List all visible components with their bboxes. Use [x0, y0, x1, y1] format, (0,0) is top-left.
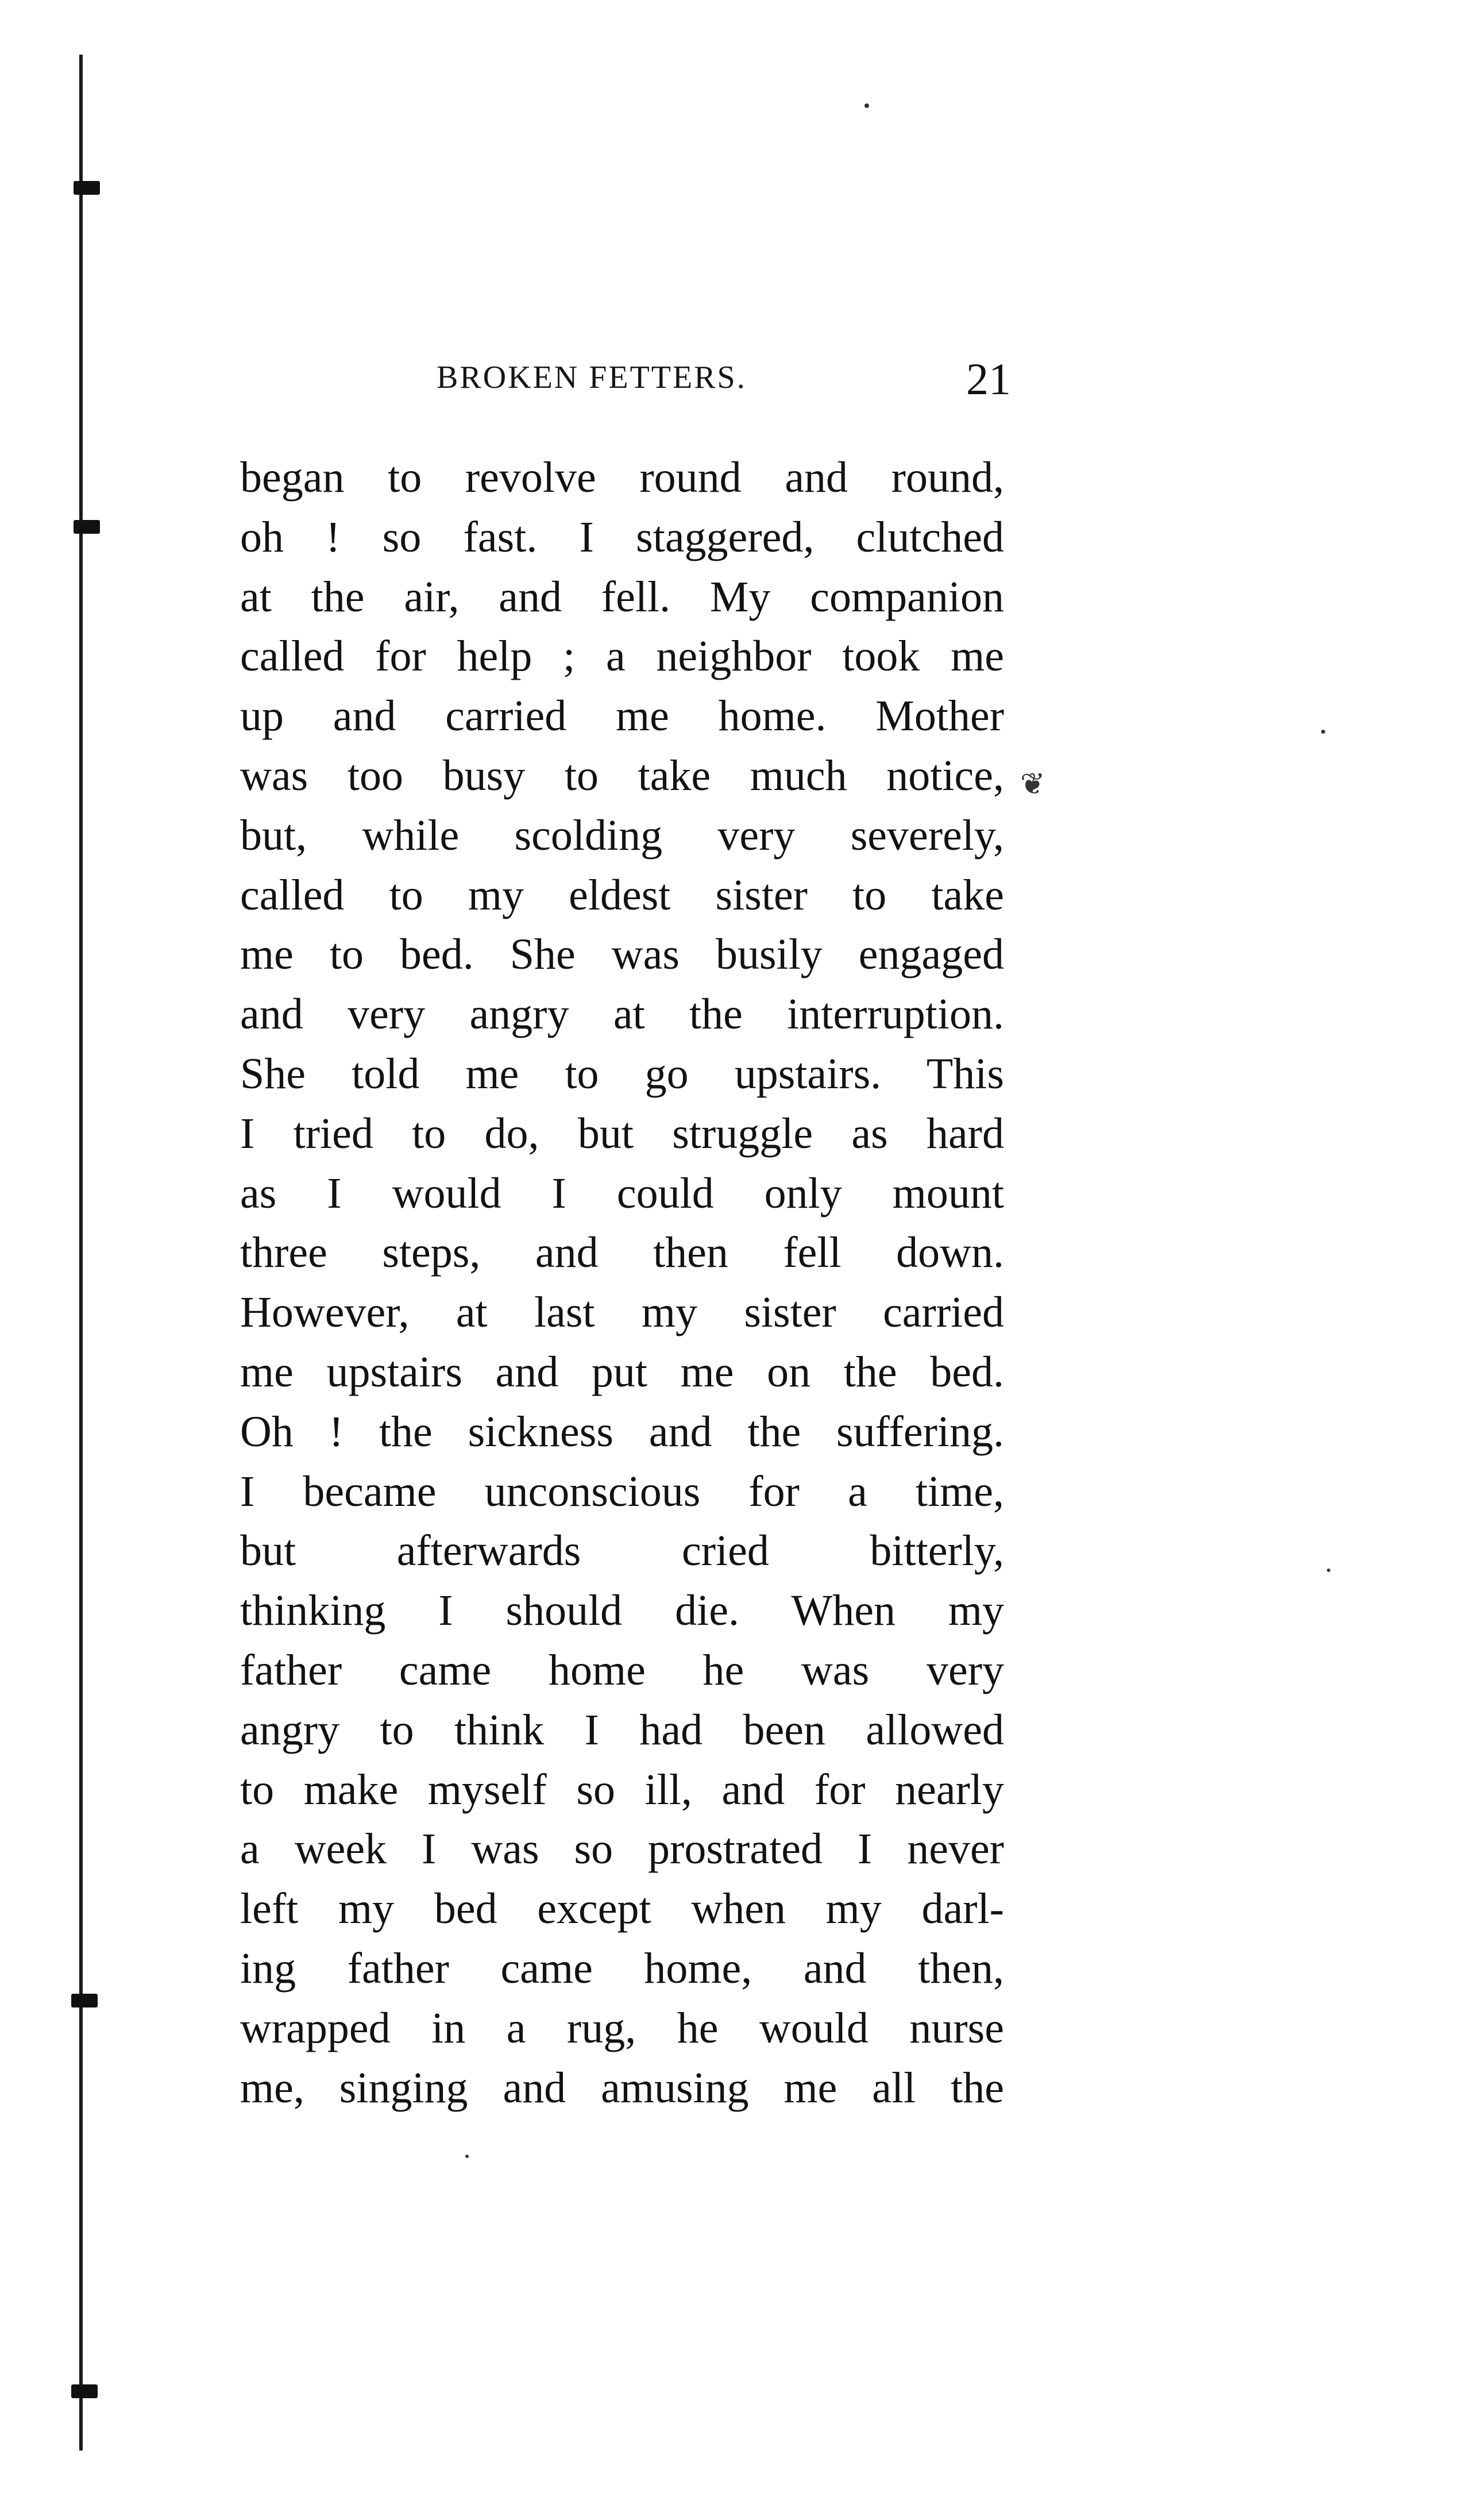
- text-line: as I would I could only mount: [240, 1169, 1004, 1217]
- body-text: [240, 448, 1004, 2118]
- text-line: called for help ; a neighbor took me: [240, 632, 1004, 681]
- text-line: me, singing and amusing me all the: [240, 2063, 1004, 2112]
- text-line: oh ! so fast. I staggered, clutched: [240, 513, 1004, 561]
- binding-mark: [74, 520, 100, 534]
- text-line: left my bed except when my darl-: [240, 1885, 1004, 1933]
- ink-blot-ornament: ❦: [1020, 767, 1045, 802]
- text-line: wrapped in a rug, he would nurse: [240, 2003, 1004, 2052]
- text-line: angry to think I had been allowed: [240, 1705, 1004, 1754]
- scan-speck: [465, 2155, 469, 2158]
- scan-speck: [864, 103, 869, 108]
- text-line: thinking I should die. When my: [240, 1586, 1004, 1635]
- text-line: at the air, and fell. My companion: [240, 572, 1004, 621]
- page-number: 21: [966, 354, 1011, 404]
- text-line: up and carried me home. Mother: [240, 692, 1004, 741]
- text-line: I became unconscious for a time,: [240, 1467, 1004, 1516]
- scan-speck: [1321, 730, 1325, 734]
- text-line: me to bed. She was busily engaged: [240, 930, 1004, 979]
- text-line: to make myself so ill, and for nearly: [240, 1765, 1004, 1814]
- text-line: me upstairs and put me on the bed.: [240, 1347, 1004, 1396]
- text-line: three steps, and then fell down.: [240, 1228, 1004, 1277]
- text-line: father came home he was very: [240, 1646, 1004, 1694]
- text-line: but, while scolding very severely,: [240, 811, 1004, 860]
- binding-edge: [79, 55, 83, 2450]
- text-line: called to my eldest sister to take: [240, 870, 1004, 919]
- running-title: BROKEN FETTERS.: [437, 360, 747, 395]
- text-line: I tried to do, but struggle as hard: [240, 1109, 1004, 1158]
- text-line: Oh ! the sickness and the suffering.: [240, 1407, 1004, 1456]
- text-line: She told me to go upstairs. This: [240, 1049, 1004, 1098]
- text-line: a week I was so prostrated I never: [240, 1825, 1004, 1874]
- text-line: However, at last my sister carried: [240, 1288, 1004, 1337]
- binding-mark: [74, 181, 100, 195]
- text-line: was too busy to take much notice,: [240, 751, 1004, 800]
- running-head: [230, 353, 1011, 405]
- scan-speck: [1327, 1569, 1330, 1572]
- binding-mark: [71, 1994, 98, 2007]
- text-line: began to revolve round and round,: [240, 453, 1004, 502]
- text-line: but afterwards cried bitterly,: [240, 1527, 1004, 1575]
- binding-mark: [71, 2384, 98, 2398]
- text-line: and very angry at the interruption.: [240, 990, 1004, 1039]
- text-line: ing father came home, and then,: [240, 1944, 1004, 1993]
